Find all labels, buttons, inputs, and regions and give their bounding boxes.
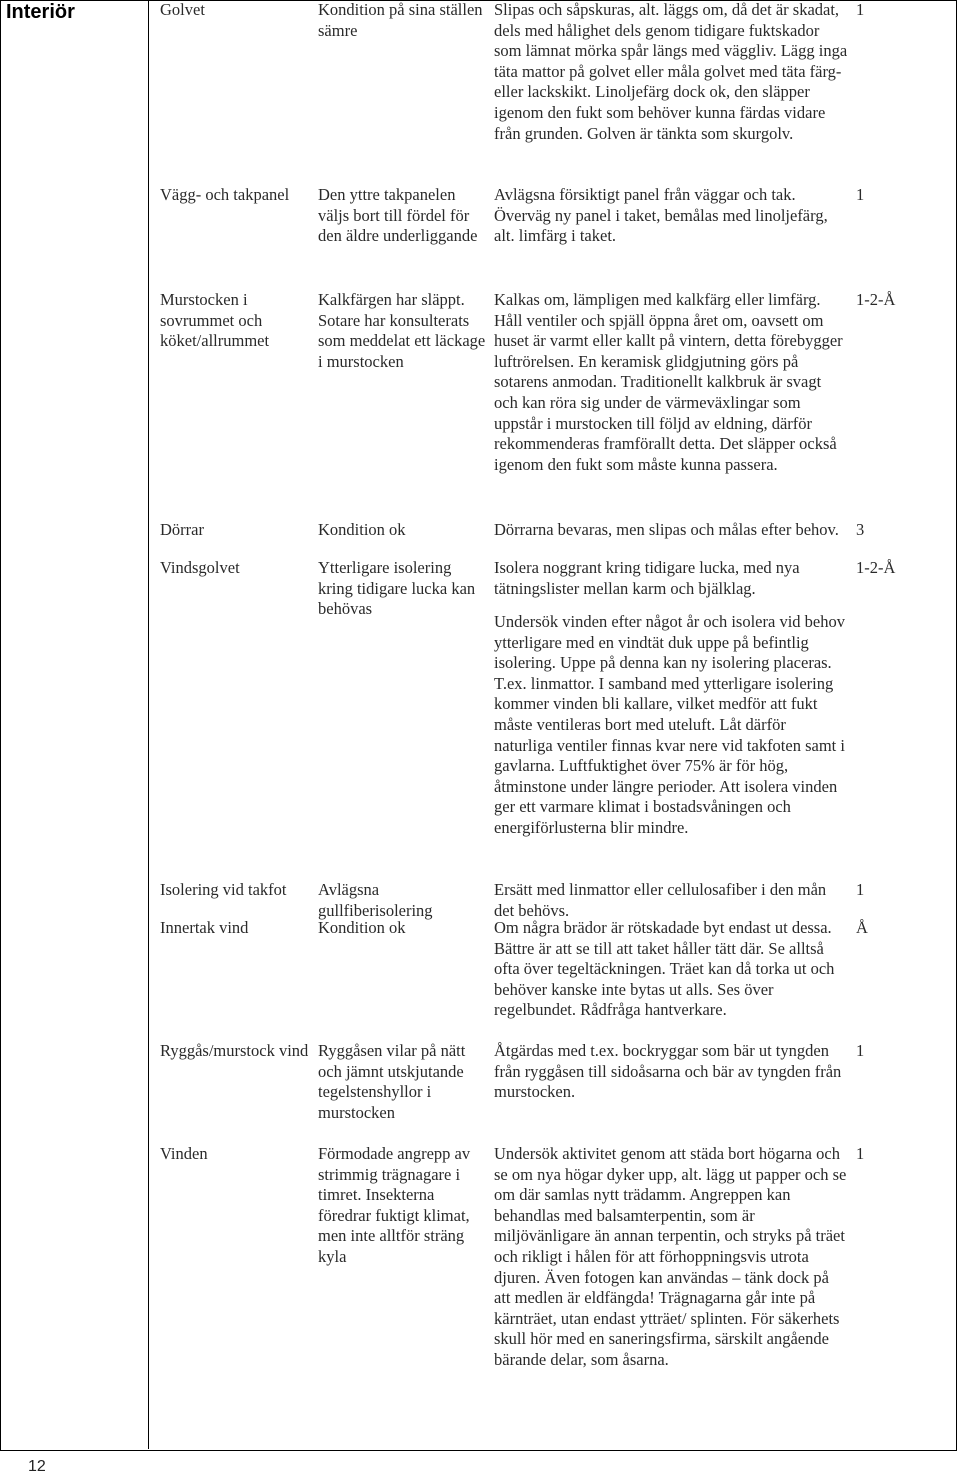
row-priority: 1-2-Å: [856, 290, 896, 309]
row-condition: Kondition ok: [318, 918, 406, 937]
row-priority: 1: [856, 880, 865, 899]
row-condition: Den yttre takpanelen väljs bort till fördel för den äldre underliggande: [318, 185, 478, 246]
row-part: Vinden: [160, 1144, 208, 1163]
row-condition: Avlägsna gullfiberisolering: [318, 880, 433, 920]
row-priority: 1: [856, 185, 865, 204]
section-title: Interiör: [6, 1, 75, 23]
row-part: Murstocken i sovrummet och köket/allrummet: [160, 290, 270, 351]
row-action-extra: Undersök vinden efter något år och isolera vid behov ytterligare med en vindtät duk uppe på befintlig isolering. Uppe på denna kan ny isolering placeras. T.ex. linmattor. I samband med ytterligare isolering kommer vinden bli kallare, vilket medför att fukt måste ventileras bort med uteluft. Låt därför naturliga ventiler finnas kvar nere vid takfoten samt i gavlarna. Luftfuktighet över 75% är för hög, åtminstone under längre perioder. Att isolera vinden ger ett varmare klimat i bostadsvåningen och energiförlusterna blir mindre.: [494, 612, 845, 837]
row-action: Slipas och såpskuras, alt. läggs om, då det är skadat, dels med hålighet dels genom tidigare fuktskador som lämnat mörka spår längs med väggliv. Lägg inga täta mattor på golvet eller måla golvet med täta färg- eller lackskikt. Linoljefärg dock ok, den släpper igenom den fukt som behöver kunna färdas vidare från grunden. Golven är tänkta som skurgolv.: [494, 0, 848, 143]
row-part: Innertak vind: [160, 918, 249, 937]
row-part: Isolering vid takfot: [160, 880, 287, 899]
row-priority: Å: [856, 918, 868, 937]
row-condition: Förmodade angrepp av strimmig trägnagare i timret. Insekterna föredrar fuktigt klimat, men inte alltför sträng kyla: [318, 1144, 471, 1266]
row-priority: 1-2-Å: [856, 558, 896, 577]
row-condition: Kondition ok: [318, 520, 406, 539]
row-priority: 1: [856, 1041, 865, 1060]
row-action: Avlägsna försiktigt panel från väggar och tak. Överväg ny panel i taket, bemålas med linoljefärg, alt. limfärg i taket.: [494, 185, 828, 246]
row-part: Ryggås/murstock vind: [160, 1041, 309, 1060]
row-priority: 1: [856, 0, 865, 19]
row-action: Dörrarna bevaras, men slipas och målas efter behov.: [494, 520, 839, 539]
section-column: [0, 0, 149, 1449]
row-action: Undersök aktivitet genom att städa bort högarna och se om nya högar dyker upp, alt. lägg ut papper och se om där samlas nytt trädamm. Angreppen kan behandlas med balsamterpentin, som är miljövänligare än annan terpentin, och stryks på träet och rikligt i hålen för att förhoppningsvis utrota djuren. Även fotogen kan användas – tänk dock på att medlen är eldfängda! Trägnagarna går inte på kärnträet, utan endast ytträet/ splinten. För säkerhets skull hör med en saneringsfirma, särskilt angående bärande delar, som åsarna.: [494, 1144, 847, 1369]
row-part: Vindsgolvet: [160, 558, 240, 577]
row-condition: Ytterligare isolering kring tidigare lucka kan behövas: [318, 558, 476, 619]
row-condition: Kondition på sina ställen sämre: [318, 0, 483, 40]
row-part: Vägg- och takpanel: [160, 185, 290, 204]
row-action: Om några brädor är rötskadade byt endast ut dessa. Bättre är att se till att taket håller tätt där. Se alltså ofta över tegeltäckningen. Träet kan då torka ut och behöver kanske inte bytas ut alls. Ses över regelbundet. Rådfråga hantverkare.: [494, 918, 835, 1020]
row-condition: Kalkfärgen har släppt. Sotare har konsulterats som meddelat ett läckage i murstocken: [318, 290, 486, 371]
row-action: Kalkas om, lämpligen med kalkfärg eller limfärg. Håll ventiler och spjäll öppna året om, oavsett om huset är varmt eller kallt på vintern, detta förebygger luftrörelsen. En keramisk glidgjutning görs på sotarens anmodan. Traditionellt kalkbruk är svagt och kan röra sig under de värmeväxlingar som uppstår i murstocken till följd av eldning, därför rekommenderas framförallt detta. Det släpper också igenom den fukt som måste kunna passera.: [494, 290, 843, 474]
row-priority: 3: [856, 520, 865, 539]
row-part: Golvet: [160, 0, 205, 19]
row-action: Ersätt med linmattor eller cellulosafiber i den mån det behövs.: [494, 880, 827, 920]
page-number: 12: [28, 1458, 46, 1475]
row-action: Isolera noggrant kring tidigare lucka, med nya tätningslister mellan karm och bjälklag.: [494, 558, 800, 598]
row-priority: 1: [856, 1144, 865, 1163]
row-action: Åtgärdas med t.ex. bockryggar som bär ut tyngden från ryggåsen till sidoåsarna och bär av tyngden från murstocken.: [494, 1041, 842, 1102]
row-part: Dörrar: [160, 520, 204, 539]
row-condition: Ryggåsen vilar på nätt och jämnt utskjutande tegelstenshyllor i murstocken: [318, 1041, 466, 1122]
